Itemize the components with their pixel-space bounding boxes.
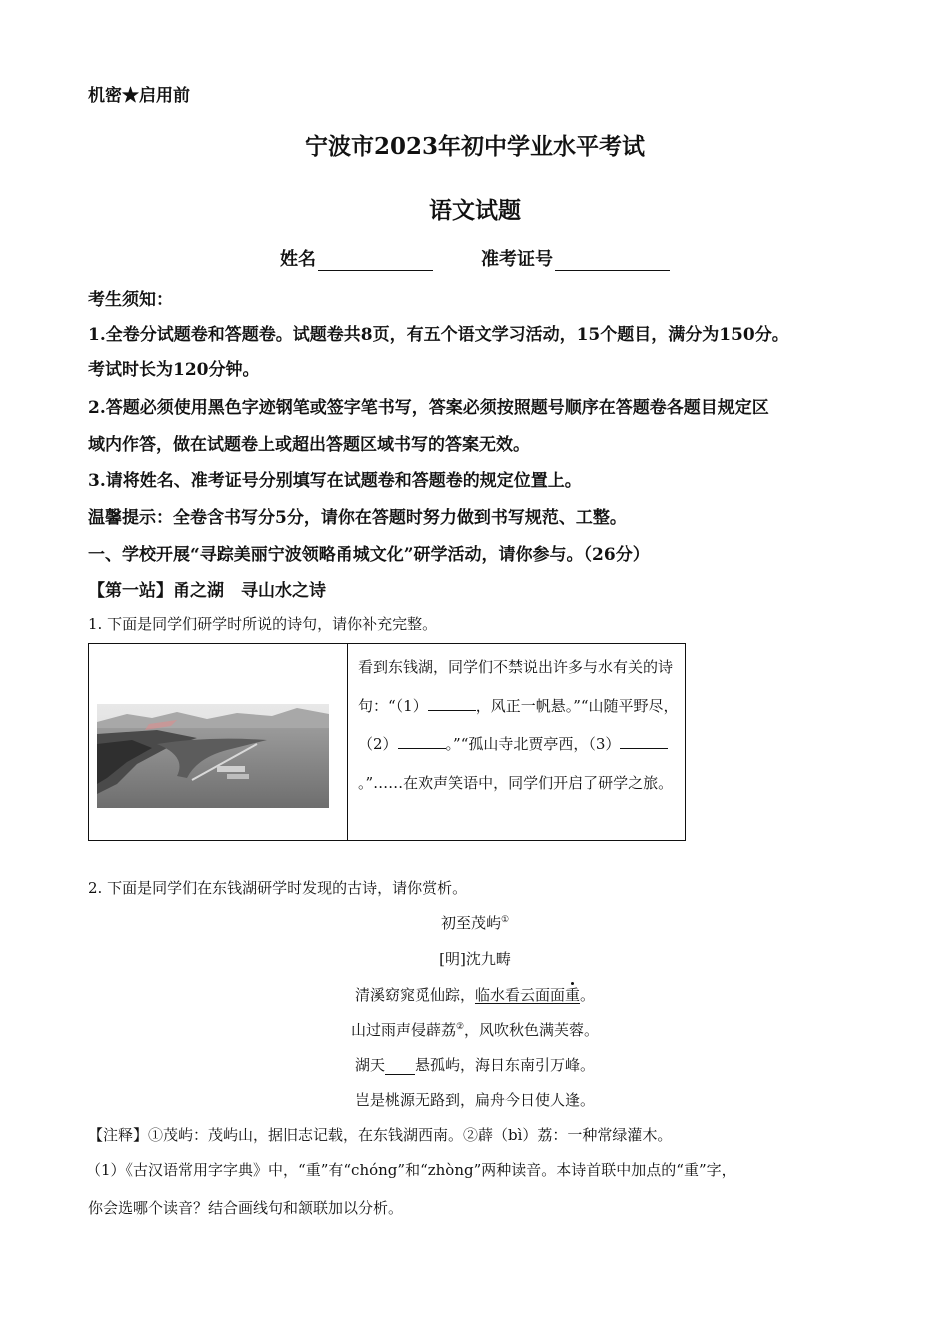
confidential-label: 机密★启用前 <box>88 86 190 106</box>
page-title: 宁波市2023年初中学业水平考试 <box>304 133 645 160</box>
instruction-2-line-1: 2.答题必须使用黑色字迹钢笔或签字笔书写，答案必须按照题号顺序在答题卷各题目规定区 <box>88 398 769 418</box>
question-2-sub-1-line-1: （1）《古汉语常用字字典》中，“重”有“chóng”和“zhòng”两种读音。本诗首联中加点的“重”字， <box>86 1161 737 1179</box>
section-1-heading: 一、学校开展“寻踪美丽宁波领略甬城文化”研学活动，请你参与。（26分） <box>88 545 650 565</box>
exam-number-label: 准考证号 <box>481 249 553 270</box>
instructions-heading: 考生须知： <box>88 290 173 310</box>
poem-line-2: 山过雨声侵薜荔②，风吹秋色满芙蓉。 <box>350 1021 600 1039</box>
photo-cell <box>89 644 348 841</box>
question-1-prompt: 1. 下面是同学们研学时所说的诗句，请你补充完整。 <box>88 615 438 633</box>
lake-photo-icon <box>97 704 329 808</box>
name-field <box>280 245 433 271</box>
writing-tip: 温馨提示：全卷含书写分5分，请你在答题时努力做到书写规范、工整。 <box>88 508 627 528</box>
instruction-1-line-1: 1.全卷分试题卷和答题卷。试题卷共8页，有五个语文学习活动，15个题目，满分为150分。 <box>88 325 789 345</box>
poem-line-1: 清溪窈窕觅仙踪，临水看云面面重。 <box>354 986 596 1004</box>
name-blank <box>318 252 433 271</box>
dotted-character: 重 <box>565 986 581 1004</box>
blank-2[interactable] <box>398 734 446 749</box>
poem-author: [明]沈九畴 <box>439 950 511 968</box>
poem-blank[interactable] <box>385 1060 415 1075</box>
question-2-sub-1-line-2: 你会选哪个读音？结合画线句和颔联加以分析。 <box>88 1199 404 1217</box>
station-1-heading: 【第一站】甬之湖 寻山水之诗 <box>88 581 326 601</box>
instruction-3: 3.请将姓名、准考证号分别填写在试题卷和答题卷的规定位置上。 <box>88 471 582 491</box>
blank-1[interactable] <box>428 696 476 711</box>
exam-number-blank <box>555 252 670 271</box>
underlined-line: 临水看云面面重 <box>474 986 581 1004</box>
question-2-prompt: 2. 下面是同学们在东钱湖研学时发现的古诗，请你赏析。 <box>88 879 468 897</box>
exam-number-field <box>481 245 670 271</box>
name-label: 姓名 <box>280 249 316 270</box>
text-cell <box>348 644 686 841</box>
question-1-text: 看到东钱湖，同学们不禁说出许多与水有关的诗句：“（1） ，风正一帆悬。”“山随平野尽，（2） 。”“孤山寺北贾亭西，（3）。”……在欢声笑语中，同学们开启了研学之旅。 <box>358 658 679 792</box>
poem-line-3: 湖天 悬孤屿，海日东南引万峰。 <box>354 1056 596 1074</box>
question-1-table <box>88 643 686 841</box>
poem-line-4: 岂是桃源无路到，扁舟今日使人逢。 <box>354 1091 595 1109</box>
page-subtitle: 语文试题 <box>429 197 521 224</box>
blank-3[interactable] <box>620 734 668 749</box>
poem-notes: 【注释】①茂屿：茂屿山，据旧志记载，在东钱湖西南。②薜（bì）荔：一种常绿灌木。 <box>88 1126 673 1144</box>
instruction-2-line-2: 域内作答，做在试题卷上或超出答题区域书写的答案无效。 <box>88 435 530 455</box>
instruction-1-line-2: 考试时长为120分钟。 <box>88 360 260 380</box>
poem-title: 初至茂屿① <box>440 914 510 932</box>
